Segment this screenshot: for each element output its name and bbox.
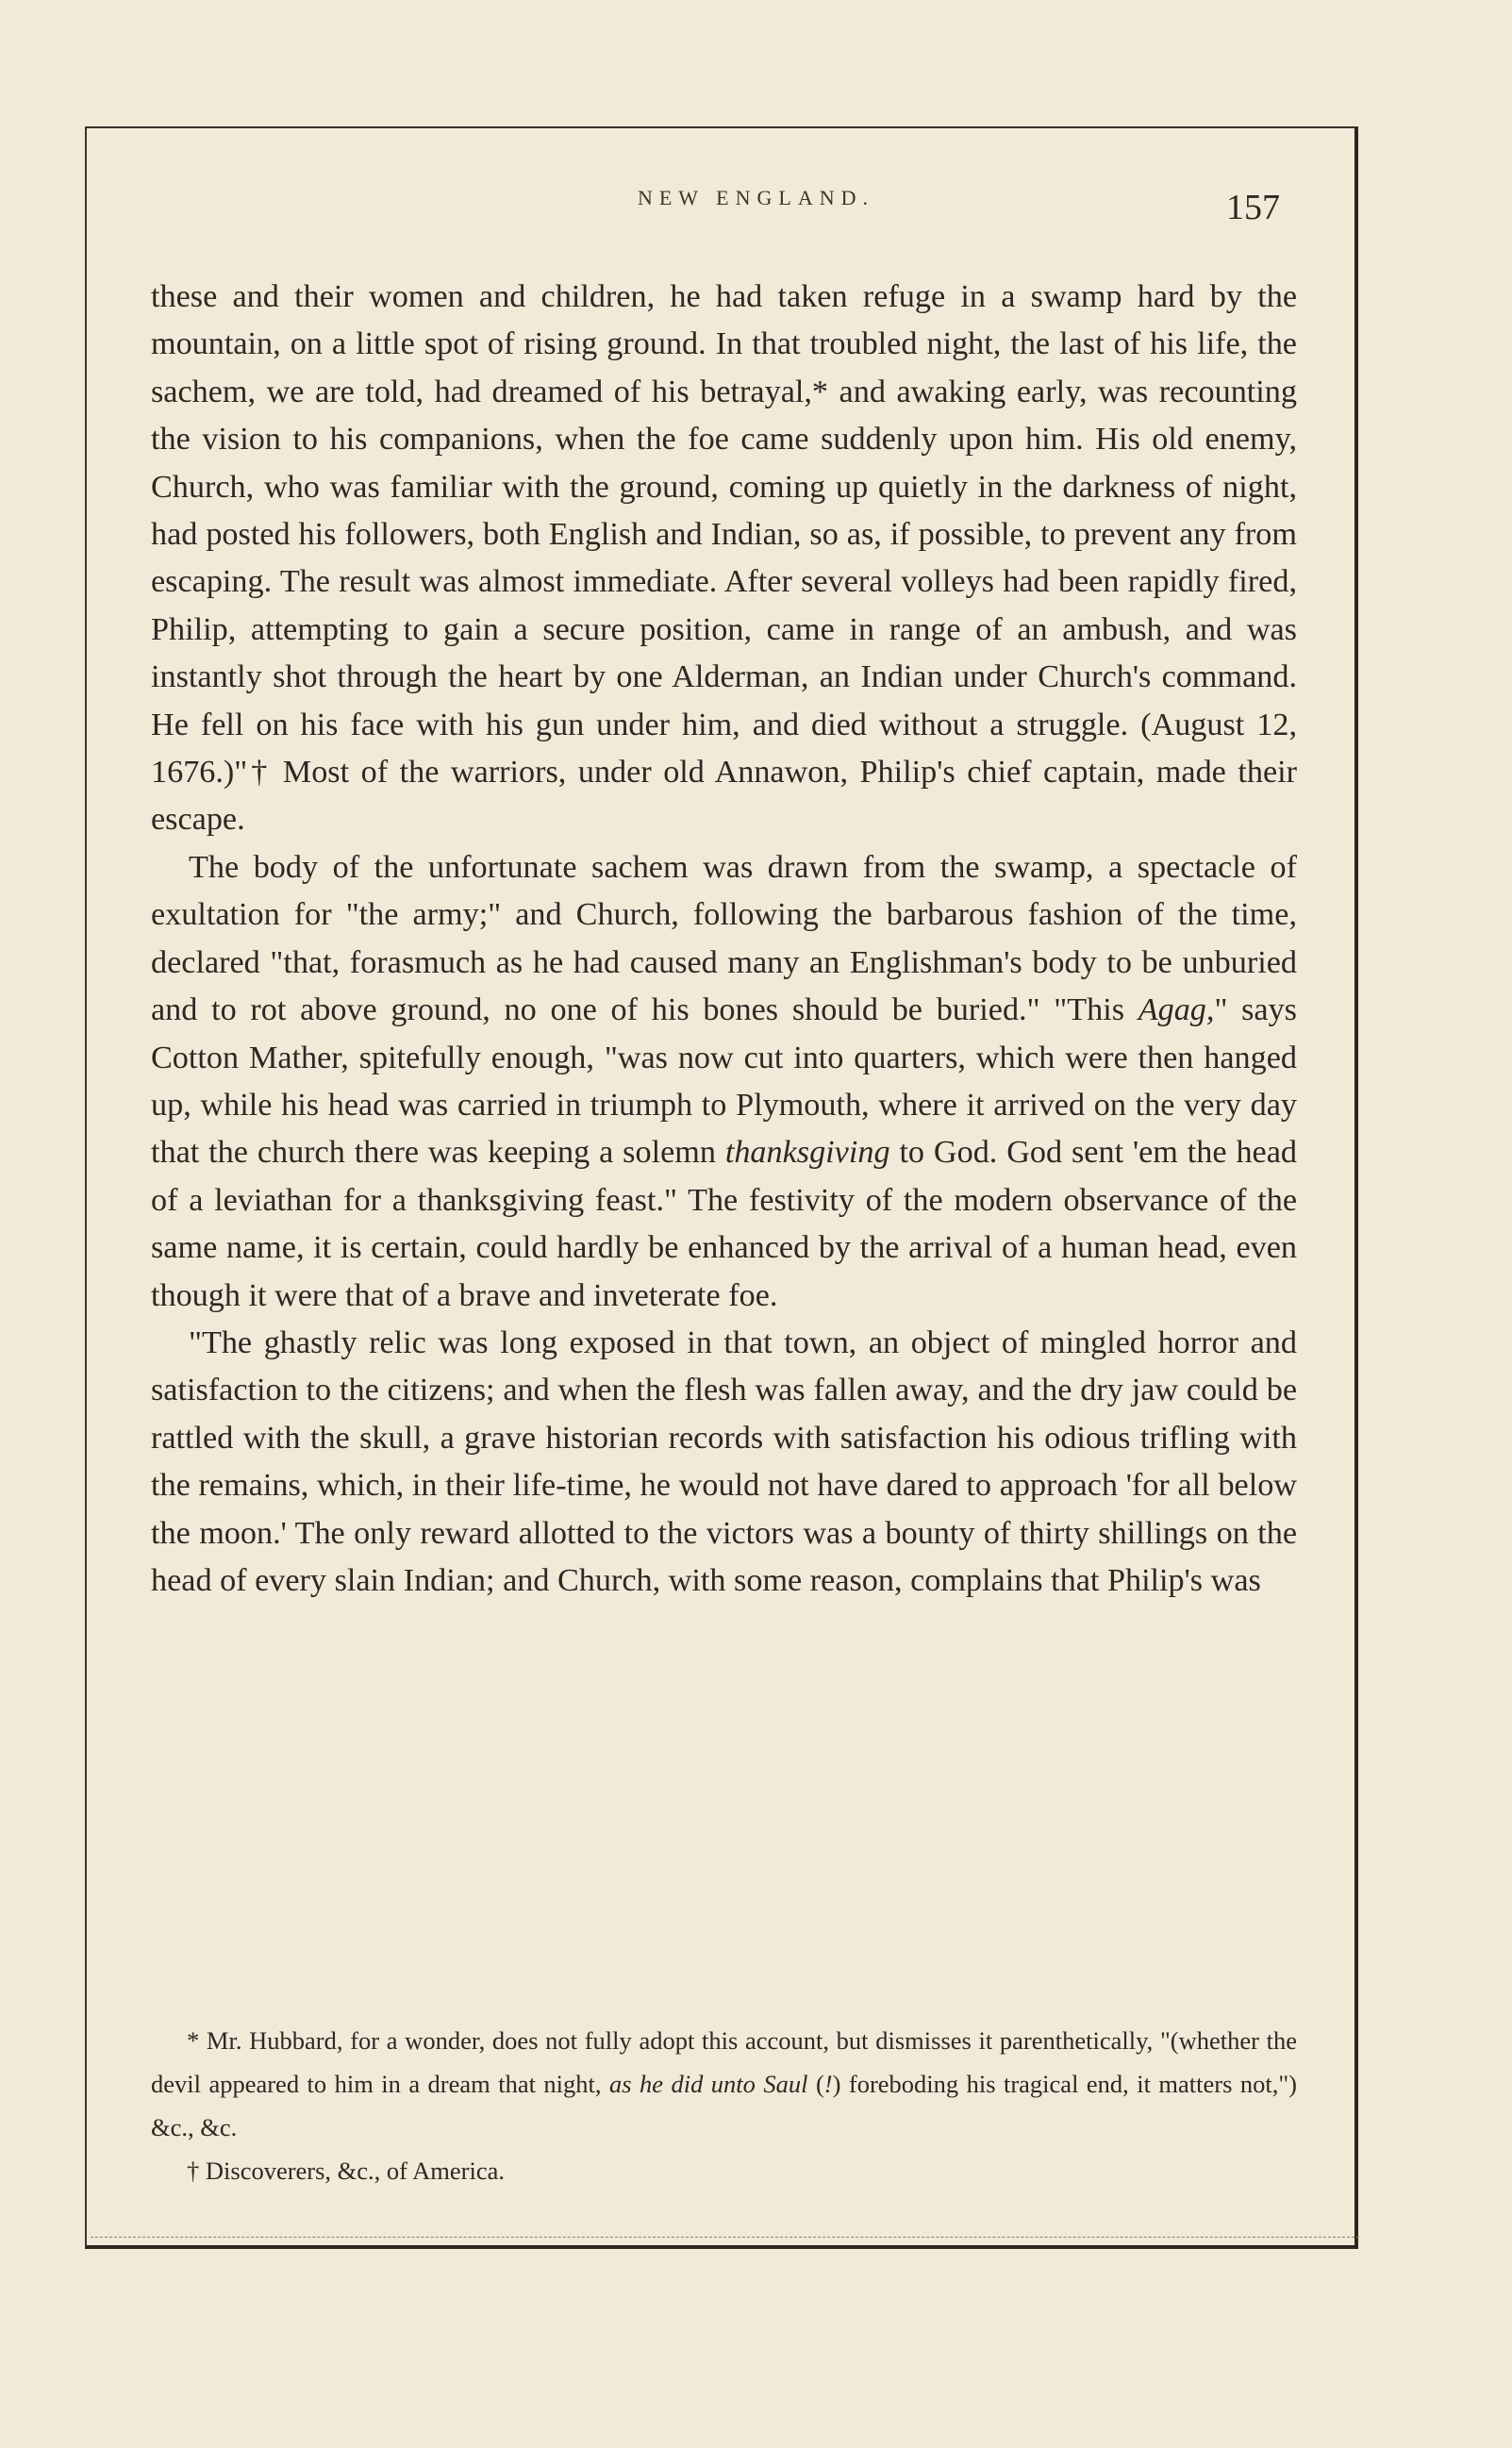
footnotes (151, 2019, 1297, 2192)
footnote-1-italic-exclaim: ! (823, 2070, 833, 2098)
paragraph-2-text-b: " says Cotton Mather, spitefully enough, "was now cut into quarters, which were then hanged up, while his head was carried in triumph to Plymouth, where it arrived on the very day that the church there was keeping a solemn (151, 992, 1297, 1171)
running-head: NEW ENGLAND. (637, 186, 874, 209)
footnote-1 (151, 2019, 1297, 2149)
paragraph-2-thanksgiving: thanksgiving (724, 1135, 890, 1171)
paragraph-2 (151, 844, 1297, 1320)
footnote-2: † Discoverers, &c., of America. (187, 2157, 506, 2185)
paragraph-2-agag: Agag, (1138, 992, 1215, 1028)
footnote-1-text-a: * Mr. Hubbard, for a wonder, does not fully adopt this account, but dismisses it parenthetically, "(whether the devil appeared to him in a dream that night, (151, 2026, 1297, 2098)
body-text (151, 274, 1297, 1605)
footnote-1-italic-saul: as he did unto Saul (608, 2070, 808, 2098)
paragraph-3: "The ghastly relic was long exposed in that town, an object of mingled horror and satisfaction to the citizens; and when the flesh was fallen away, and the dry jaw could be rattled with the skull, a grave historian records with satisfaction his odious trifling with the remains, which, in their life-time, he would not have dared to approach 'for all below the moon.' The only reward allotted to the victors was a bounty of thirty shillings on the head of every slain Indian; and Church, with some reason, complains that Philip's was (151, 1324, 1297, 1598)
footnote-1-text-b: ( (807, 2070, 824, 2098)
paragraph-2-text-a: The body of the unfortunate sachem was drawn from the swamp, a spectacle of exultation for "the army;" and Church, following the barbarous fashion of the time, declared "that, forasmuch as he had caused many an Englishman's body to be unburied and to rot above ground, no one of his bones should be buried." "This (151, 849, 1297, 1028)
paragraph-1: these and their women and children, he had taken refuge in a swamp hard by the mountain, on a little spot of rising ground. In that troubled night, the last of his life, the sachem, we are told, had dreamed of his betrayal,* and awaking early, was recounting the vision to his companions, when the foe came suddenly upon him. His old enemy, Church, who was familiar with the ground, coming up quietly in the darkness of night, had posted his followers, both English and Indian, so as, if possible, to prevent any from escaping. The result was almost immediate. After several volleys had been rapidly fired, Philip, attempting to gain a secure position, came in range of an ambush, and was instantly shot through the heart by one Alderman, an Indian under Church's command. He fell on his face with his gun under him, and died without a struggle. (August 12, 1676.)"† Most of the warriors, under old Annawon, Philip's chief captain, made their escape. (151, 279, 1297, 838)
page-number: 157 (1226, 188, 1280, 227)
footnote-1-text-c: ) foreboding his tragical end, it matters not,") &c., &c. (151, 2070, 1297, 2141)
bottom-rule (91, 2237, 1359, 2238)
paragraph-2-text-c: to God. God sent 'em the head of a leviathan for a thanksgiving feast." The festivity of the modern observance of the same name, it is certain, could hardly be enhanced by the arrival of a human head, even though it were that of a brave and inveterate foe. (151, 1135, 1297, 1313)
